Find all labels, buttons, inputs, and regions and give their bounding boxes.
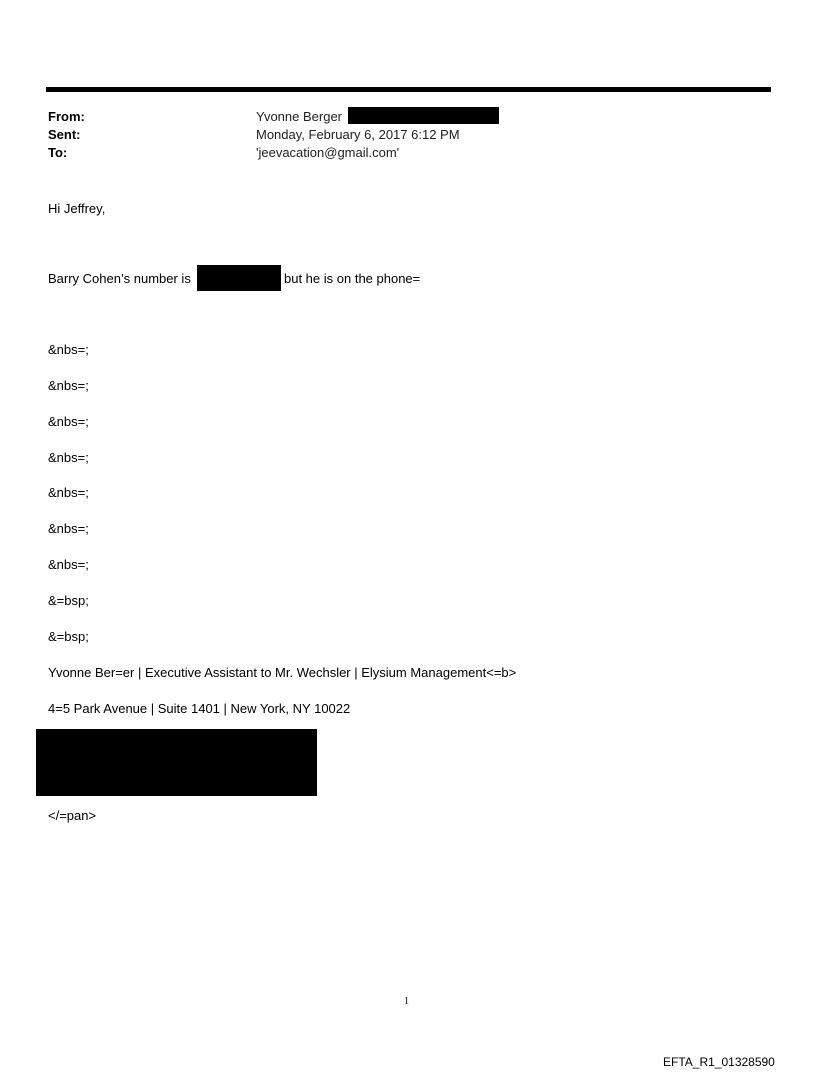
nbsp-line: &=bsp;	[48, 629, 89, 644]
sent-label: Sent:	[48, 127, 81, 142]
header-rule	[46, 87, 771, 92]
to-label: To:	[48, 145, 68, 160]
document-id: EFTA_R1_01328590	[663, 1055, 775, 1069]
greeting: Hi Jeffrey,	[48, 201, 106, 216]
nbsp-line: &nbs=;	[48, 378, 89, 393]
nbsp-line: &nbs=;	[48, 342, 89, 357]
nbsp-line: &nbs=;	[48, 557, 89, 572]
address-line: 4=5 Park Avenue | Suite 1401 | New York, NY 10022	[48, 701, 351, 716]
page-number: 1	[404, 996, 409, 1007]
to-value: 'jeevacation@gmail.com'	[256, 145, 400, 160]
nbsp-line: &=bsp;	[48, 593, 89, 608]
nbsp-line: &nbs=;	[48, 414, 89, 429]
nbsp-line: &nbs=;	[48, 521, 89, 536]
redaction-phone-number	[197, 265, 281, 291]
redaction-from-email	[348, 107, 499, 124]
from-value: Yvonne Berger	[256, 109, 343, 124]
phone-line-start: Barry Cohen’s number is	[48, 271, 191, 286]
phone-line-end: but he is on the phone=	[284, 271, 421, 286]
nbsp-line: &nbs=;	[48, 450, 89, 465]
signature-line: Yvonne Ber=er | Executive Assistant to Mr. Wechsler | Elysium Management<=b>	[48, 665, 517, 680]
nbsp-line: &nbs=;	[48, 485, 89, 500]
sent-value: Monday, February 6, 2017 6:12 PM	[256, 127, 460, 142]
redaction-signature-block	[36, 729, 317, 796]
closing-tag-line: </=pan>	[48, 808, 97, 823]
from-label: From:	[48, 109, 85, 124]
